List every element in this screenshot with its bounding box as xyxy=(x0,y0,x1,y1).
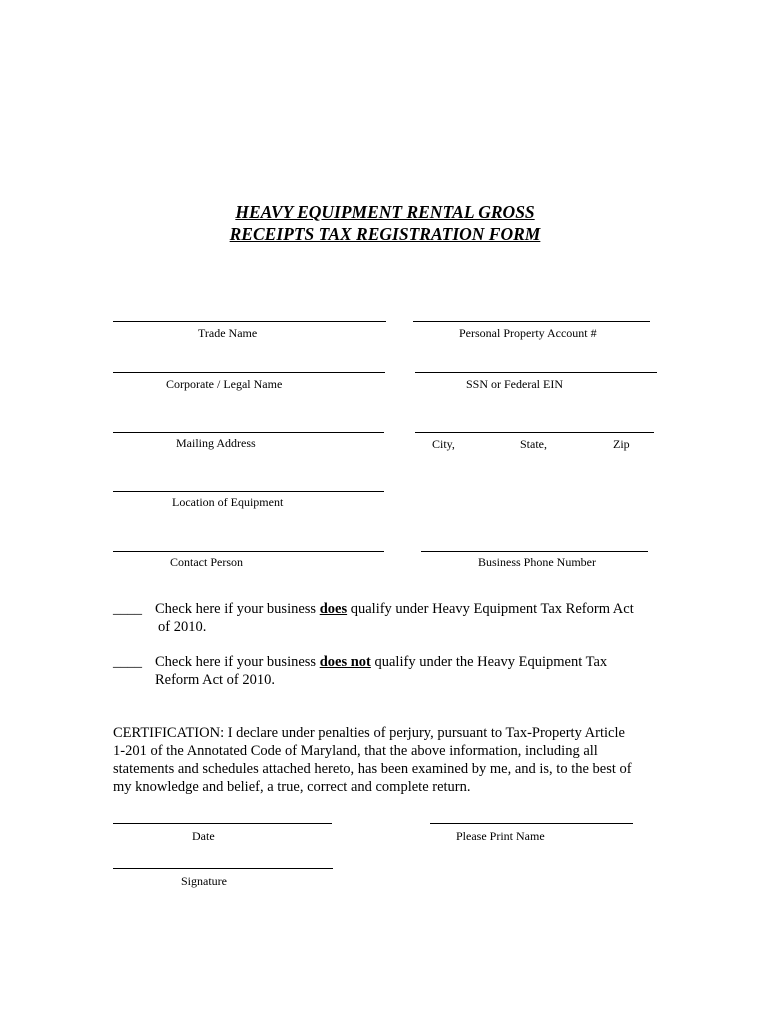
signature-field[interactable] xyxy=(113,868,333,869)
mailing-address-label: Mailing Address xyxy=(176,436,256,450)
certification-line2: 1-201 of the Annotated Code of Maryland, that the above information, including all xyxy=(113,743,598,759)
city-state-zip-field[interactable] xyxy=(415,432,654,433)
does-not-qualify-prefix: Check here if your business xyxy=(155,654,320,670)
location-of-equipment-field[interactable] xyxy=(113,491,384,492)
business-phone-label: Business Phone Number xyxy=(478,555,596,569)
form-title-line1: HEAVY EQUIPMENT RENTAL GROSS xyxy=(235,202,535,222)
corporate-legal-name-label: Corporate / Legal Name xyxy=(166,377,283,391)
city-label: City, xyxy=(432,437,455,451)
location-of-equipment-label: Location of Equipment xyxy=(172,495,284,509)
trade-name-field[interactable] xyxy=(113,321,386,322)
business-phone-field[interactable] xyxy=(421,551,648,552)
mailing-address-field[interactable] xyxy=(113,432,384,433)
certification-line1: CERTIFICATION: I declare under penalties of perjury, pursuant to Tax-Property Article xyxy=(113,725,625,741)
does-emphasis: does xyxy=(319,601,348,617)
zip-label: Zip xyxy=(613,437,630,451)
does-qualify-suffix: qualify under Heavy Equipment Tax Reform Act xyxy=(347,601,634,617)
does-not-qualify-text xyxy=(155,653,607,671)
contact-person-label: Contact Person xyxy=(170,555,243,569)
certification-line4: my knowledge and belief, a true, correct and complete return. xyxy=(113,779,471,795)
does-qualify-prefix: Check here if your business xyxy=(155,601,320,617)
does-not-qualify-checkbox[interactable]: ____ xyxy=(113,654,142,670)
ssn-ein-field[interactable] xyxy=(415,372,657,373)
state-label: State, xyxy=(520,437,547,451)
form-title-line2: RECEIPTS TAX REGISTRATION FORM xyxy=(229,224,541,244)
trade-name-label: Trade Name xyxy=(198,326,258,340)
does-not-qualify-text-line2: Reform Act of 2010. xyxy=(155,672,276,688)
signature-label: Signature xyxy=(181,874,227,888)
does-not-emphasis: does not xyxy=(319,654,371,670)
print-name-field[interactable] xyxy=(430,823,633,824)
personal-property-account-field[interactable] xyxy=(413,321,650,322)
personal-property-account-label: Personal Property Account # xyxy=(459,326,597,340)
corporate-legal-name-field[interactable] xyxy=(113,372,385,373)
certification-line3: statements and schedules attached hereto, has been examined by me, and is, to the best of xyxy=(113,761,632,777)
does-qualify-checkbox[interactable]: ____ xyxy=(113,601,142,617)
print-name-label: Please Print Name xyxy=(456,829,545,843)
contact-person-field[interactable] xyxy=(113,551,384,552)
does-not-qualify-suffix: qualify under the Heavy Equipment Tax xyxy=(370,654,608,670)
date-field[interactable] xyxy=(113,823,332,824)
date-label: Date xyxy=(192,829,215,843)
does-qualify-text-line2: of 2010. xyxy=(158,619,207,635)
ssn-ein-label: SSN or Federal EIN xyxy=(466,377,563,391)
does-qualify-text xyxy=(155,600,634,618)
